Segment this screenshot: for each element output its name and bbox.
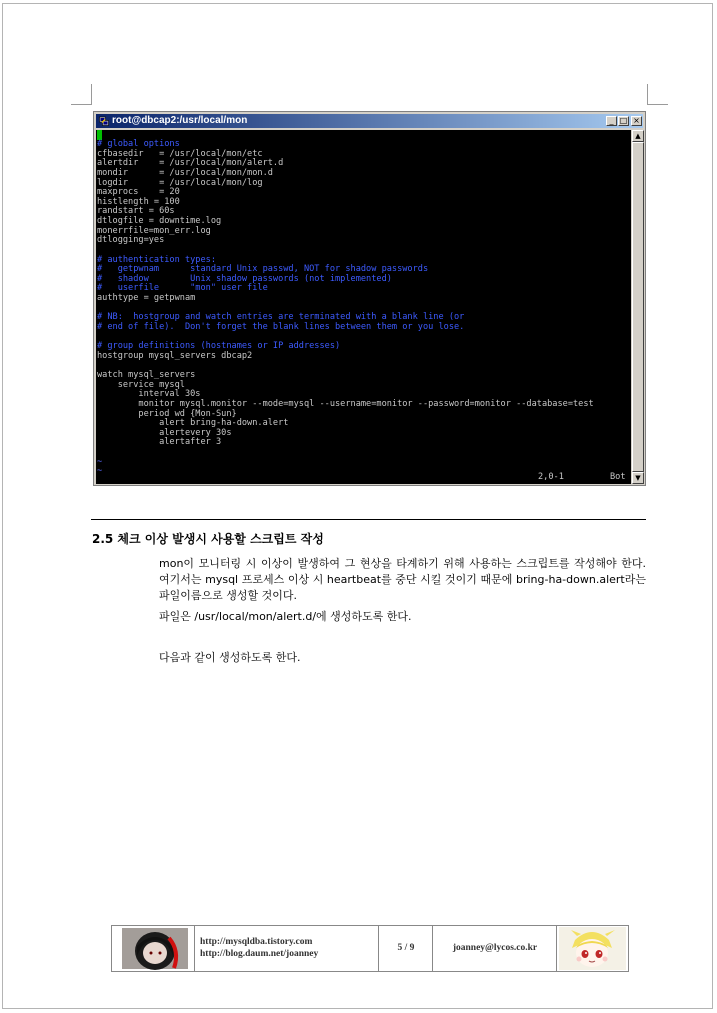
- terminal-line: mondir = /usr/local/mon/mon.d: [97, 167, 273, 178]
- scroll-position: Bot: [610, 472, 626, 482]
- terminal-line: # getpwnam standard Unix passwd, NOT for shadow passwords: [97, 264, 429, 275]
- body-paragraph-3: 다음과 같이 생성하도록 한다.: [159, 651, 301, 664]
- cursor-position: 2,0-1: [538, 472, 564, 482]
- terminal-line: dtlogging=yes: [97, 235, 165, 246]
- terminal-line: interval 30s: [97, 389, 201, 400]
- terminal-screen[interactable]: [96, 130, 631, 484]
- terminal-line: logdir = /usr/local/mon/log: [97, 177, 263, 188]
- terminal-line: alertdir = /usr/local/mon/alert.d: [97, 158, 284, 169]
- terminal-line: # userfile "mon" user file: [97, 283, 268, 294]
- terminal-title-bar: [96, 114, 643, 128]
- terminal-line: monerrfile=mon_err.log: [97, 225, 211, 236]
- scroll-down-arrow-icon[interactable]: ▼: [632, 472, 644, 484]
- terminal-line: cfbasedir = /usr/local/mon/etc: [97, 148, 263, 159]
- terminal-line: # authentication types:: [97, 254, 216, 265]
- body-paragraph-2: 파일은 /usr/local/mon/alert.d/에 생성하도록 한다.: [159, 610, 412, 623]
- avatar-drawing-icon: [112, 926, 195, 971]
- close-button[interactable]: ×: [631, 116, 642, 126]
- terminal-line: # global options: [97, 139, 180, 149]
- section-heading: 2.5 체크 이상 발생시 사용할 스크립트 작성: [92, 532, 324, 546]
- footer-left-avatar: [112, 926, 195, 971]
- putty-icon: [99, 116, 109, 126]
- scroll-up-arrow-icon[interactable]: ▲: [632, 130, 644, 142]
- terminal-screenshot: [93, 111, 646, 486]
- terminal-line: monitor mysql.monitor --mode=mysql --username=monitor --password=monitor --database=test: [97, 398, 594, 409]
- vim-status-line: [96, 472, 631, 482]
- page-number: 5 / 9: [397, 943, 415, 953]
- page-footer: [111, 925, 629, 972]
- terminal-line: period wd {Mon-Sun}: [97, 408, 237, 419]
- terminal-line: service mysql: [97, 379, 185, 390]
- terminal-title: root@dbcap2:/usr/local/mon: [112, 115, 248, 126]
- section-divider: [91, 519, 646, 520]
- maximize-button[interactable]: □: [619, 116, 628, 125]
- terminal-line: maxprocs = 20: [97, 187, 180, 198]
- terminal-line: hostgroup mysql_servers dbcap2: [97, 350, 253, 361]
- footer-right-avatar: [557, 926, 628, 971]
- cartoon-character-icon: [557, 926, 628, 971]
- footer-email: [433, 926, 557, 971]
- email-address[interactable]: joanney@lycos.co.kr: [452, 943, 538, 953]
- minimize-button[interactable]: _: [606, 116, 617, 126]
- terminal-line: alert bring-ha-down.alert: [97, 418, 289, 429]
- terminal-line: # group definitions (hostnames or IP addresses): [97, 341, 341, 352]
- footer-page-number: [379, 926, 433, 971]
- terminal-line: authtype = getpwnam: [97, 293, 196, 303]
- terminal-line: # shadow Unix shadow passwords (not implemented): [97, 273, 392, 284]
- scrollbar-thumb[interactable]: [632, 142, 644, 472]
- body-paragraph-1: mon이 모니터링 시 이상이 발생하여 그 현상을 타계하기 위해 사용하는 스크립트를 작성해야 한다. 여기서는 mysql 프로세스 이상 시 heartbeat를 중단 시킬 것이기 때문에 bring-ha-down.alert라는 파일이름으로 생성할 것이다.: [159, 557, 646, 602]
- vertical-scrollbar[interactable]: [632, 130, 644, 484]
- terminal-line: histlength = 100: [97, 196, 180, 207]
- terminal-line: alertafter 3: [97, 437, 222, 448]
- terminal-line: # NB: hostgroup and watch entries are terminated with a blank line (or: [97, 312, 465, 323]
- terminal-line: randstart = 60s: [97, 206, 175, 217]
- blog-link-tistory[interactable]: http://mysqldba.tistory.com: [200, 937, 313, 947]
- terminal-line: dtlogfile = downtime.log: [97, 216, 222, 226]
- footer-links: [195, 926, 379, 971]
- blog-link-daum[interactable]: http://blog.daum.net/joanney: [200, 949, 319, 959]
- terminal-line: alertevery 30s: [97, 427, 232, 438]
- terminal-line: ~: [97, 466, 103, 477]
- crop-mark-top-left: [71, 84, 92, 105]
- crop-mark-top-right: [647, 84, 668, 105]
- terminal-line: ~: [97, 456, 103, 467]
- terminal-text: [97, 140, 594, 477]
- terminal-line: watch mysql_servers: [97, 370, 196, 380]
- terminal-line: # end of file). Don't forget the blank lines between them or you lose.: [97, 321, 465, 332]
